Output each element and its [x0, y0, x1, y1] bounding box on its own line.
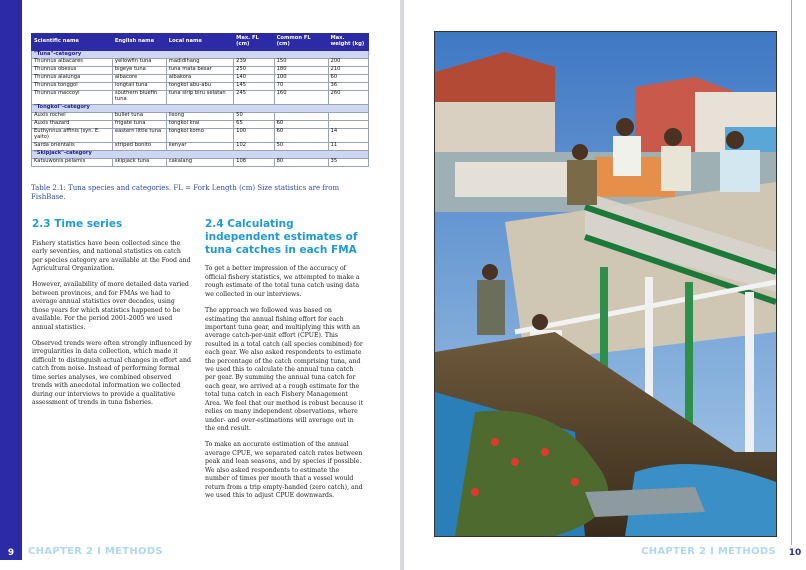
table-cell: 260: [328, 90, 368, 104]
table-cell: 250: [234, 66, 274, 74]
table-cell: 145: [234, 82, 274, 90]
category-label: "Skipjack"-category: [32, 150, 369, 158]
table-cell: 102: [234, 142, 274, 150]
table-cell: 239: [234, 58, 274, 66]
table-cell: 36: [328, 82, 368, 90]
page-number-left: 9: [0, 545, 22, 560]
chapter-label-left: CHAPTER 2 I METHODS: [28, 546, 163, 557]
paragraph: Observed trends were often strongly influenced by irregularities in data collection, which made it difficult to distinguish actual changes in effort and catch from noise. Instead of performing formal time series analyses, we combined observed trends with anecdotal information we collected during our interviews to provide a qualitative assessment of trends in tuna fisheries.: [32, 340, 192, 406]
left-page-accent-bar: [0, 0, 22, 545]
table-cell: 210: [328, 66, 368, 74]
table-cell: frigate tuna: [112, 120, 166, 128]
table-row: [32, 74, 369, 82]
table-cell: tuna sirip biru selatan: [166, 90, 233, 104]
table-cell: lisong: [166, 112, 233, 120]
table-cell: Thunnus alalunga: [32, 74, 113, 82]
table-cell: 60: [328, 74, 368, 82]
paragraph: To get a better impression of the accuracy of official fishery statistics, we attempted to make a rough estimate of the total tuna catch using data we collected in our interviews.: [205, 265, 360, 298]
table-cell: 180: [274, 66, 328, 74]
table-cell: 11: [328, 142, 368, 150]
table-cell: southern bluefin tuna: [112, 90, 166, 104]
table-cell: Thunnus tonggol: [32, 82, 113, 90]
paragraph: To make an accurate estimation of the annual average CPUE, we separated catch rates between peak and lean seasons, and by species if possible. We also asked respondents to estimate the number of times per mouth that a vessel would return from a trip empty-handed (zero catch), and we used this to adjust CPUE downwards.: [205, 441, 363, 499]
table-cell: bullet tuna: [112, 112, 166, 120]
paragraph: The approach we followed was based on estimating the annual fishing effort for each important tuna gear, and multiplying this with an average catch-per-unit effort (CPUE). This resulted in a total catch (all species combined) for each gear. We also asked respondents to estimate the percentage of the catch comprising tuna, and we used this to calculate the annual tuna catch per gear. By summing the annual tuna catch for each gear, we arrived at a rough estimate for the total tuna catch in each Fishery Management Area. We feel that our method is robust because it relies on many independent observations, where under- and over-estimations will average out in the end result.: [205, 307, 364, 432]
table-row: [32, 128, 369, 142]
table-cell: tongkol abu-abu: [166, 82, 233, 90]
table-header-row: [32, 34, 369, 51]
tuna-species-table: [31, 33, 369, 167]
table-row: [32, 82, 369, 90]
header-common-fl: Common FL (cm): [274, 34, 328, 51]
table-cell: eastern little tuna: [112, 128, 166, 142]
table-cell: 35: [328, 158, 368, 166]
table-cell: 65: [234, 120, 274, 128]
table-cell: Thunnus obesus: [32, 66, 113, 74]
header-max-fl: Max. FL (cm): [234, 34, 274, 51]
table-cell: Thunnus albacares: [32, 58, 113, 66]
fishing-boat-photo: [434, 31, 777, 537]
left-page-footer: [0, 545, 400, 560]
right-page: [404, 0, 806, 570]
table-cell: Sarda orientalis: [32, 142, 113, 150]
table-cell: 14: [328, 128, 368, 142]
table-cell: yellowfin tuna: [112, 58, 166, 66]
table-category-row: [32, 150, 369, 158]
section-heading-catch-estimates: 2.4 Calculating independent estimates of tuna catches in each FMA: [205, 218, 358, 256]
table-row: [32, 112, 369, 120]
table-cell: 70: [274, 82, 328, 90]
paragraph: However, availability of more detailed data varied between provinces, and for FMAs we had to average annual statistics over decades, using those years for which statistics happened to be available. For the period 2001-2005 we used annual statistics.: [32, 281, 189, 331]
table-cell: 160: [274, 90, 328, 104]
table-cell: Katsuwonis pelamis: [32, 158, 113, 166]
table-cell: 50: [274, 142, 328, 150]
section-catch-estimates: [205, 218, 365, 508]
table-caption: Table 2.1: Tuna species and categories. FL = Fork Length (cm) Size statistics are from FishBase.: [31, 184, 340, 202]
table-row: [32, 120, 369, 128]
table-cell: Auxis thazard: [32, 120, 113, 128]
table-cell: tongkol krai: [166, 120, 233, 128]
table-cell: 100: [274, 74, 328, 82]
table-cell: 50: [234, 112, 274, 120]
table-cell: striped bonito: [112, 142, 166, 150]
table-category-row: [32, 104, 369, 112]
table-cell: tuna mata besar: [166, 66, 233, 74]
table-cell: longtail tuna: [112, 82, 166, 90]
table-cell: [328, 120, 368, 128]
table-cell: 245: [234, 90, 274, 104]
table-cell: 60: [274, 128, 328, 142]
table-cell: madidihang: [166, 58, 233, 66]
table-body: [32, 51, 369, 167]
table-cell: [328, 112, 368, 120]
section-heading-time-series: 2.3 Time series: [32, 218, 123, 230]
table-cell: albakora: [166, 74, 233, 82]
left-page: [0, 0, 400, 570]
table-cell: 108: [234, 158, 274, 166]
category-label: "Tongkol"-category: [32, 104, 369, 112]
header-local-name: Local name: [166, 34, 233, 51]
header-english-name: English name: [112, 34, 166, 51]
table-cell: 60: [274, 120, 328, 128]
right-edge-line: [791, 0, 792, 545]
chapter-label-right: CHAPTER 2 I METHODS: [641, 546, 776, 557]
right-page-footer: [404, 545, 806, 560]
table-cell: Thunnus maccoyi: [32, 90, 113, 104]
category-label: "Tuna"-category: [32, 51, 369, 59]
table-cell: Euthynnus affinis (syn. E. yaito): [32, 128, 113, 142]
table-row: [32, 58, 369, 66]
table-cell: skipjack tuna: [112, 158, 166, 166]
table-row: [32, 90, 369, 104]
page-number-right: 10: [784, 545, 806, 560]
table-cell: 150: [274, 58, 328, 66]
table-cell: Auxis rochei: [32, 112, 113, 120]
table-row: [32, 142, 369, 150]
table-cell: albacore: [112, 74, 166, 82]
section-time-series: [32, 218, 192, 415]
table-cell: 140: [234, 74, 274, 82]
table-cell: 100: [234, 128, 274, 142]
table-cell: 200: [328, 58, 368, 66]
header-max-weight: Max. weight (kg): [328, 34, 368, 51]
tuna-species-table-wrap: [31, 33, 369, 167]
table-cell: 80: [274, 158, 328, 166]
table-cell: bigeye tuna: [112, 66, 166, 74]
table-cell: [274, 112, 328, 120]
table-cell: cakalang: [166, 158, 233, 166]
table-cell: kenyar: [166, 142, 233, 150]
table-row: [32, 66, 369, 74]
paragraph: Fishery statistics have been collected since the early seventies, and national statistics on catch per species category are available at the Food and Agricultural Organization.: [32, 239, 191, 273]
fishing-boat-photo-illustration: [435, 32, 776, 536]
table-cell: tongkol komo: [166, 128, 233, 142]
header-scientific-name: Scientific name: [32, 34, 113, 51]
table-category-row: [32, 51, 369, 59]
table-row: [32, 158, 369, 166]
